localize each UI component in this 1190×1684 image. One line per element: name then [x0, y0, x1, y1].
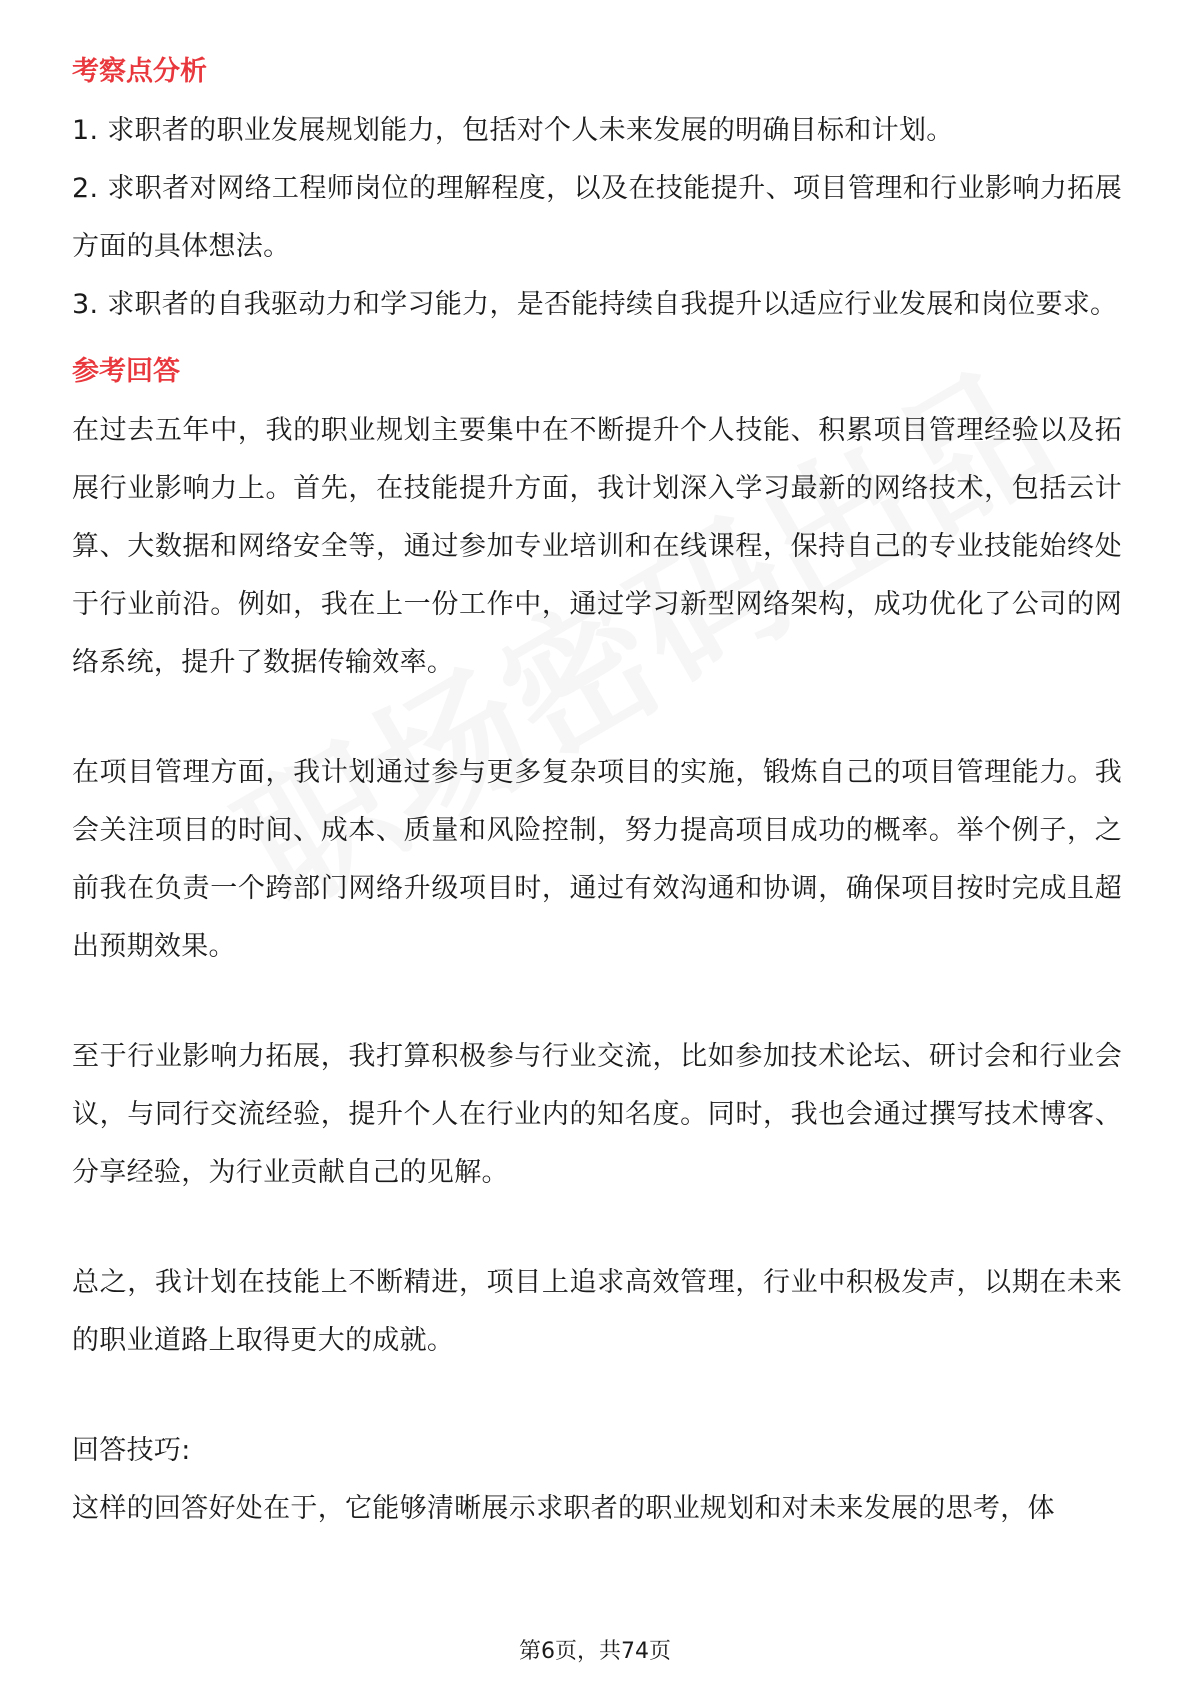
tips-text: 这样的回答好处在于，它能够清晰展示求职者的职业规划和对未来发展的思考，体 — [72, 1493, 1055, 1524]
answer-paragraph-1: 在过去五年中，我的职业规划主要集中在不断提升个人技能、积累项目管理经验以及拓展行业影响力上。首先，在技能提升方面，我计划深入学习最新的网络技术，包括云计算、大数据和网络安全等，通过参加专业培训和在线课程，保持自己的专业技能始终处于行业前沿。例如，我在上一份工作中，通过学习新型网络架构，成功优化了公司的网络系统，提升了数据传输效率。 — [72, 415, 1122, 678]
analysis-heading: 考察点分析 — [72, 56, 207, 87]
answer-paragraph-2: 在项目管理方面，我计划通过参与更多复杂项目的实施，锻炼自己的项目管理能力。我会关注项目的时间、成本、质量和风险控制，努力提高项目成功的概率。举个例子，之前我在负责一个跨部门网络升级项目时，通过有效沟通和协调，确保项目按时完成且超出预期效果。 — [72, 757, 1122, 962]
document-body — [72, 48, 1122, 1538]
answer-paragraph-3: 至于行业影响力拓展，我打算积极参与行业交流，比如参加技术论坛、研讨会和行业会议，与同行交流经验，提升个人在行业内的知名度。同时，我也会通过撰写技术博客、分享经验，为行业贡献自己的见解。 — [72, 1041, 1122, 1188]
analysis-item-1: 1. 求职者的职业发展规划能力，包括对个人未来发展的明确目标和计划。 — [72, 115, 954, 146]
page-footer: 第6页，共74页 — [519, 1639, 671, 1664]
analysis-item-3: 3. 求职者的自我驱动力和学习能力，是否能持续自我提升以适应行业发展和岗位要求。 — [72, 289, 1118, 320]
tips-heading: 回答技巧: — [72, 1435, 191, 1466]
answer-paragraph-4: 总之，我计划在技能上不断精进，项目上追求高效管理，行业中积极发声，以期在未来的职业道路上取得更大的成就。 — [72, 1267, 1122, 1356]
analysis-item-2: 2. 求职者对网络工程师岗位的理解程度，以及在技能提升、项目管理和行业影响力拓展方面的具体想法。 — [72, 173, 1122, 262]
answer-heading: 参考回答 — [72, 356, 180, 387]
